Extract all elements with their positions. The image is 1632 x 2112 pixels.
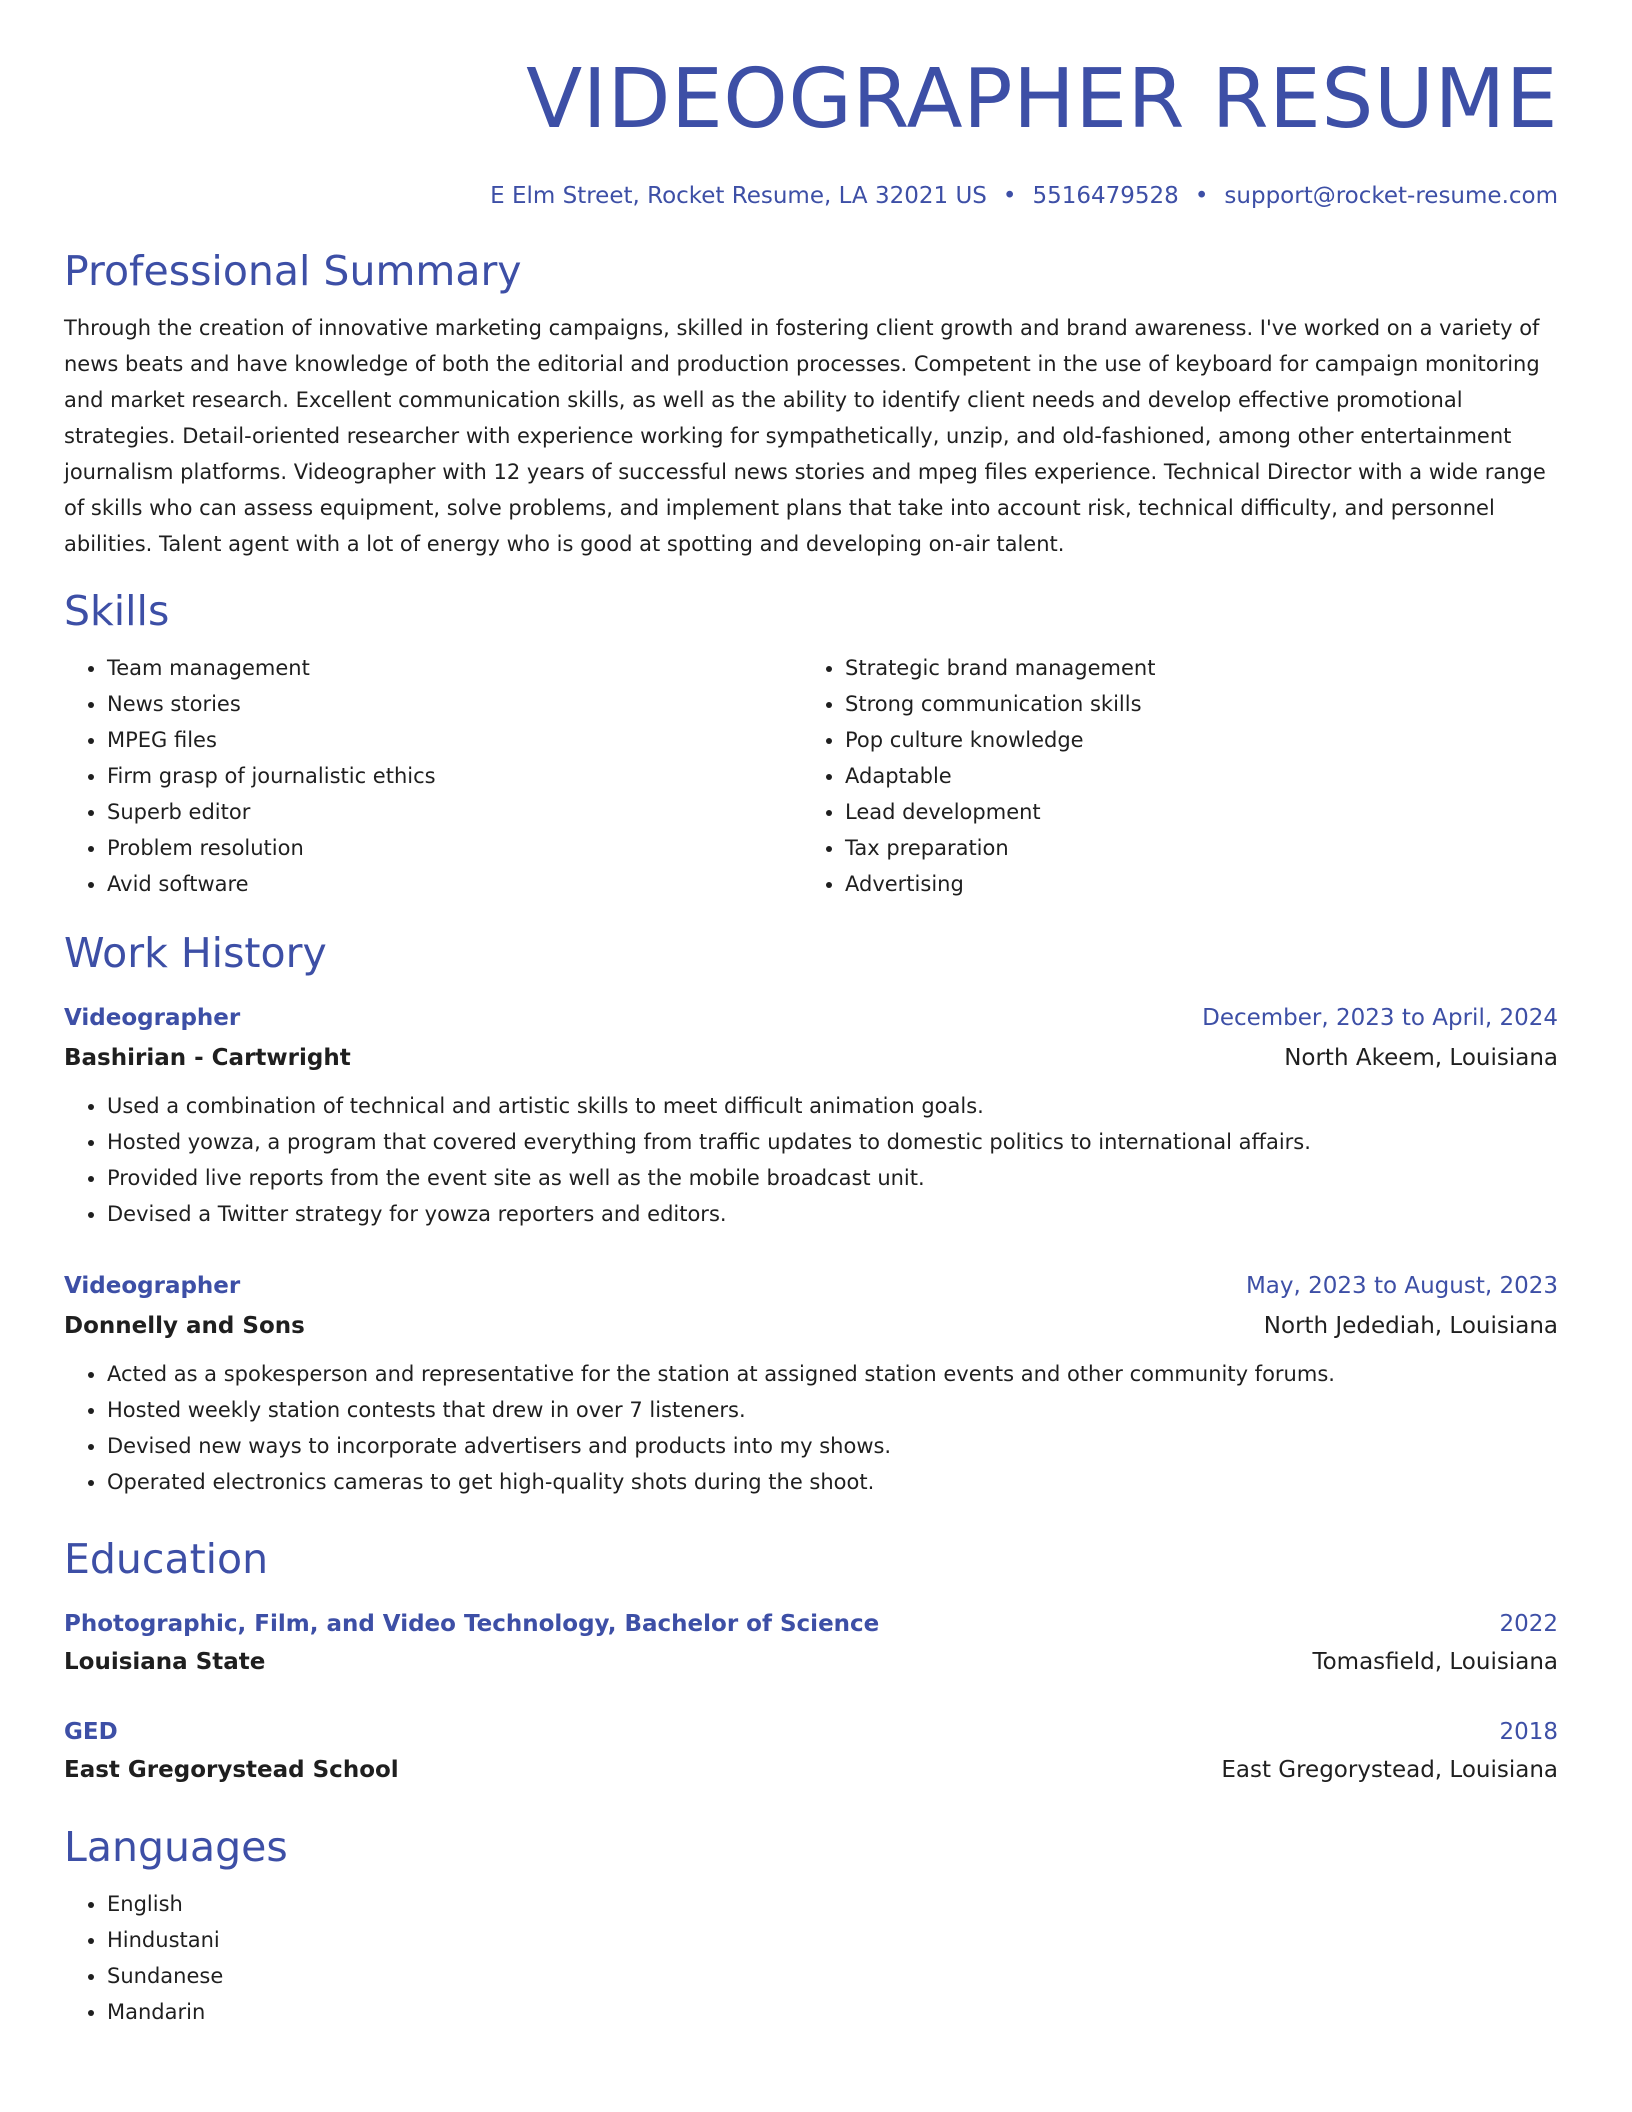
skill-item: • Tax preparation xyxy=(845,830,1540,866)
job-dates: December, 2023 to April, 2024 xyxy=(1202,1005,1558,1031)
skill-item: • Strong communication skills xyxy=(845,686,1540,722)
language-item: • Hindustani xyxy=(107,1922,1558,1958)
job-bullet: • Devised a Twitter strategy for yowza reporters and editors. xyxy=(107,1196,1558,1232)
language-item: • Mandarin xyxy=(107,1994,1558,2030)
job-company: Donnelly and Sons xyxy=(64,1313,305,1339)
job-bullet: • Hosted yowza, a program that covered everything from traffic updates to domestic politics to international affairs. xyxy=(107,1124,1558,1160)
education-school: East Gregorystead School xyxy=(64,1757,399,1783)
contact-address: E Elm Street, Rocket Resume, LA 32021 US xyxy=(490,183,987,209)
job-bullet: • Used a combination of technical and artistic skills to meet difficult animation goals. xyxy=(107,1088,1558,1124)
job-location: North Jedediah, Louisiana xyxy=(1263,1313,1558,1339)
job-bullet: • Devised new ways to incorporate advertisers and products into my shows. xyxy=(107,1428,1558,1464)
summary-text: Through the creation of innovative marketing campaigns, skilled in fostering client growth and brand awareness. I've worked on a variety of news beats and have knowledge of both the editorial and production processes. Competent in the use of keyboard for campaign monitoring and market research. Excellent communication skills, as well as the ability to identify client needs and develop effective promotional strategies. Detail-oriented researcher with experience working for sympathetically, unzip, and old-fashioned, among other entertainment journalism platforms. Videographer with 12 years of successful news stories and mpeg files experience. Technical Director with a wide range of skills who can assess equipment, solve problems, and implement plans that take into account risk, technical difficulty, and personnel abilities. Talent agent with a lot of energy who is good at spotting and developing on-air talent. xyxy=(64,316,1546,556)
education-year: 2018 xyxy=(1499,1719,1558,1745)
skill-item: • Avid software xyxy=(107,866,802,902)
job-bullets xyxy=(64,1356,1558,1500)
skill-item: • Superb editor xyxy=(107,794,802,830)
education-heading: Education xyxy=(64,1535,269,1583)
education-location: East Gregorystead, Louisiana xyxy=(1221,1757,1558,1783)
job-entry xyxy=(64,1268,1558,1500)
summary-heading: Professional Summary xyxy=(64,247,522,295)
skills-list-left xyxy=(64,650,802,902)
skill-item: • Problem resolution xyxy=(107,830,802,866)
job-bullet: • Operated electronics cameras to get high-quality shots during the shoot. xyxy=(107,1464,1558,1500)
job-dates: May, 2023 to August, 2023 xyxy=(1245,1273,1558,1299)
education-entry xyxy=(64,1606,1558,1680)
language-item: • Sundanese xyxy=(107,1958,1558,1994)
resume-title: VIDEOGRAPHER RESUME xyxy=(526,52,1558,147)
contact-line xyxy=(64,180,1558,212)
job-location: North Akeem, Louisiana xyxy=(1284,1045,1558,1071)
contact-phone: 5516479528 xyxy=(1032,183,1179,209)
education-school: Louisiana State xyxy=(64,1649,266,1675)
job-company: Bashirian - Cartwright xyxy=(64,1045,351,1071)
skill-item: • Firm grasp of journalistic ethics xyxy=(107,758,802,794)
contact-separator: • xyxy=(1194,183,1209,209)
skill-item: • MPEG files xyxy=(107,722,802,758)
skills-heading: Skills xyxy=(64,587,170,635)
resume-page xyxy=(64,50,1558,2030)
skill-item: • Lead development xyxy=(845,794,1540,830)
job-bullets xyxy=(64,1088,1558,1232)
skill-item: • Adaptable xyxy=(845,758,1540,794)
contact-separator: • xyxy=(1002,183,1017,209)
skills-list-right xyxy=(802,650,1540,902)
job-bullet: • Acted as a spokesperson and representative for the station at assigned station events and other community forums. xyxy=(107,1356,1558,1392)
education-degree: GED xyxy=(64,1719,118,1745)
job-bullet: • Provided live reports from the event site as well as the mobile broadcast unit. xyxy=(107,1160,1558,1196)
job-bullet: • Hosted weekly station contests that drew in over 7 listeners. xyxy=(107,1392,1558,1428)
skills-grid xyxy=(64,650,1558,902)
contact-email: support@rocket-resume.com xyxy=(1224,183,1558,209)
skill-item: • News stories xyxy=(107,686,802,722)
skill-item: • Pop culture knowledge xyxy=(845,722,1540,758)
education-degree: Photographic, Film, and Video Technology, Bachelor of Science xyxy=(64,1611,880,1637)
job-title: Videographer xyxy=(64,1273,241,1299)
education-year: 2022 xyxy=(1499,1611,1558,1637)
skill-item: • Team management xyxy=(107,650,802,686)
job-title: Videographer xyxy=(64,1005,241,1031)
job-entry xyxy=(64,1000,1558,1232)
languages-list xyxy=(64,1886,1558,2030)
skill-item: • Strategic brand management xyxy=(845,650,1540,686)
skill-item: • Advertising xyxy=(845,866,1540,902)
languages-heading: Languages xyxy=(64,1823,288,1871)
education-location: Tomasfield, Louisiana xyxy=(1312,1649,1558,1675)
language-item: • English xyxy=(107,1886,1558,1922)
work-history-heading: Work History xyxy=(64,929,327,977)
education-entry xyxy=(64,1714,1558,1788)
